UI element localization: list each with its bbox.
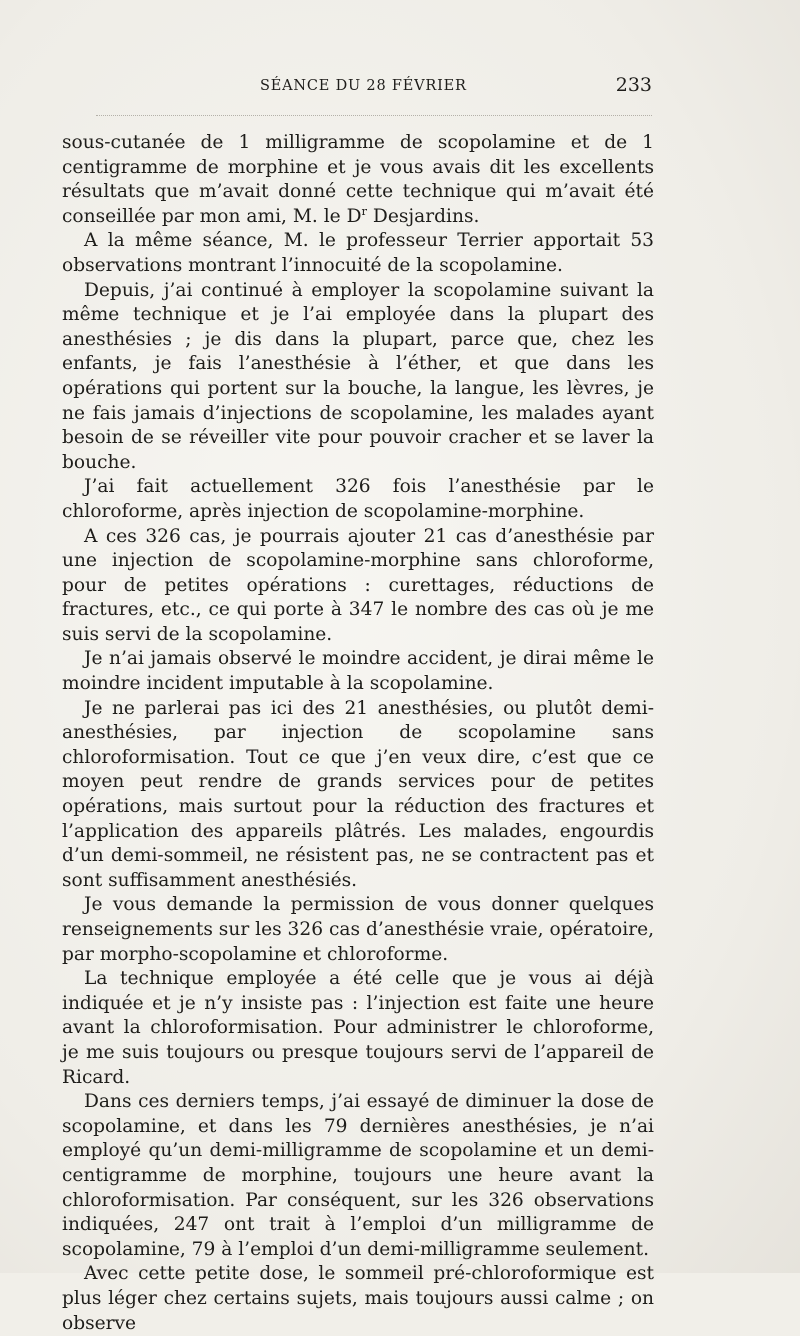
paragraph-10: Dans ces derniers temps, j’ai essayé de diminuer la dose de scopolamine, et dans les 79 dernières anesthésies, je n’ai employé qu’un demi-milligramme de scopolamine et un demi-centigramme de morphine, toujours une heure avant la chloroformisation. Par conséquent, sur les 326 observations indiquées, 247 ont trait à l’emploi d’un milligramme de scopolamine, 79 à l’emploi d’un demi-milligramme seulement. [62, 1091, 654, 1260]
paragraph-7: Je ne parlerai pas ici des 21 anesthésies, ou plutôt demi-anesthésies, par injection de scopolamine sans chloroformisation. Tout ce que j’en veux dire, c’est que ce moyen peut rendre de grands services pour de petites opérations, mais surtout pour la réduction des fractures et l’application des appareils plâtrés. Les malades, engourdis d’un demi-sommeil, ne résistent pas, ne se contractent pas et sont suffisamment anesthésiés. [62, 697, 654, 891]
doctor-superscript: r [361, 203, 368, 218]
paragraph-5: A ces 326 cas, je pourrais ajouter 21 cas d’anesthésie par une injection de scopolamine-morphine sans chloroforme, pour de petites opérations : curettages, réductions de fractures, etc., ce qui porte à 347 le nombre des cas où je me suis servi de la scopolamine. [62, 525, 654, 645]
paragraph-1 [62, 131, 654, 229]
paragraph-11: Avec cette petite dose, le sommeil pré-chloroformique est plus léger chez certains sujets, mais toujours aussi calme ; on observe [62, 1263, 654, 1334]
body-text [62, 131, 654, 1336]
paragraph-2: A la même séance, M. le professeur Terrier apportait 53 observations montrant l’innocuité de la scopolamine. [62, 230, 654, 276]
header-rule [96, 115, 652, 116]
paragraph-3: Depuis, j’ai continué à employer la scopolamine suivant la même technique et je l’ai employée dans la plupart des anesthésies ; je dis dans la plupart, parce que, chez les enfants, je fais l’anesthésie à l’éther, et que dans les opérations qui portent sur la bouche, la langue, les lèvres, je ne fais jamais d’injections de scopolamine, les malades ayant besoin de se réveiller vite pour pouvoir cracher et se laver la bouche. [62, 279, 654, 473]
paragraph-1-text: sous-cutanée de 1 milligramme de scopolamine et de 1 centigramme de morphine et je vous avais dit les excellents résultats que m’avait donné cette technique qui m’avait été conseillée par mon ami, M. le D [62, 132, 654, 227]
paragraph-4: J’ai fait actuellement 326 fois l’anesthésie par le chloroforme, après injection de scopolamine-morphine. [62, 476, 654, 522]
paragraph-1-tail: Desjardins. [367, 205, 480, 227]
paragraph-9: La technique employée a été celle que je vous ai déjà indiquée et je n’y insiste pas : l’injection est faite une heure avant la chloroformisation. Pour administrer le chloroforme, je me suis toujours ou presque toujours servi de l’appareil de Ricard. [62, 968, 654, 1088]
page-header [62, 74, 654, 104]
paragraph-6: Je n’ai jamais observé le moindre accident, je dirai même le moindre incident imputable à la scopolamine. [62, 648, 654, 695]
page-number: 233 [615, 74, 652, 96]
running-title: SÉANCE DU 28 FÉVRIER [260, 78, 467, 94]
paragraph-8: Je vous demande la permission de vous donner quelques renseignements sur les 326 cas d’anesthésie vraie, opératoire, par morpho-scopolamine et chloroforme. [62, 894, 654, 965]
